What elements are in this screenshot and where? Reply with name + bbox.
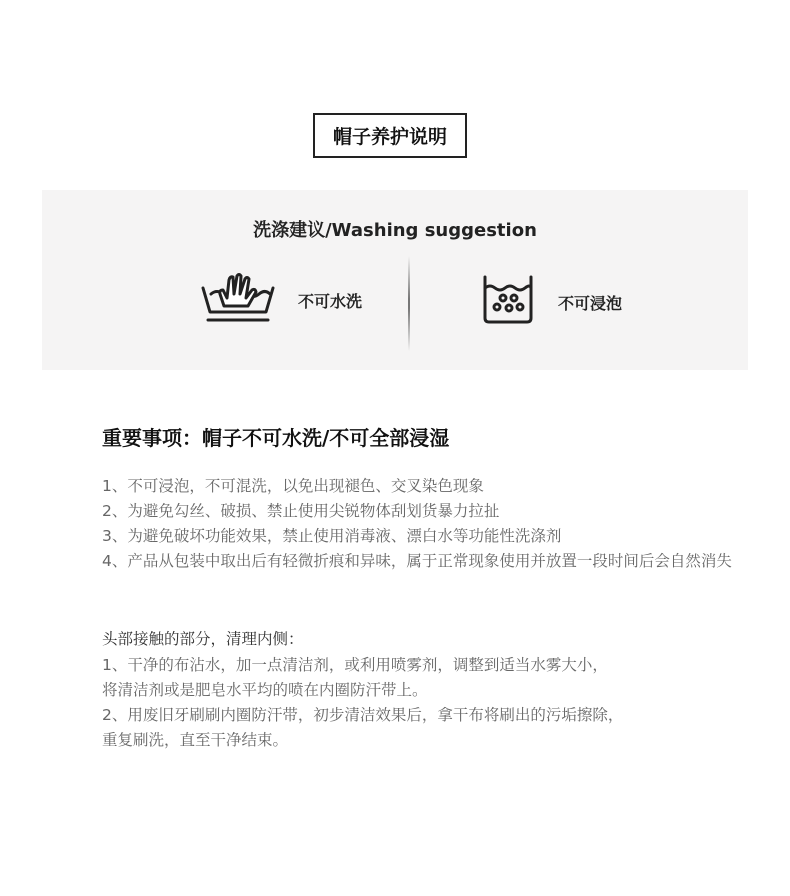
- care-item-no-hand-wash: [200, 272, 362, 328]
- list-item-number: 4、: [102, 552, 128, 570]
- no-hand-wash-icon: [200, 272, 276, 328]
- list-item: [102, 474, 742, 499]
- list-item-text: 为避免勾丝、破损、禁止使用尖锐物体刮划货暴力拉扯: [127, 502, 500, 520]
- list-item-number: 3、: [102, 527, 128, 545]
- important-heading: 重要事项：帽子不可水洗/不可全部浸湿: [102, 426, 450, 450]
- cleaning-instructions: [102, 653, 742, 753]
- cleaning-title: 头部接触的部分，清理内侧：: [102, 630, 304, 648]
- care-label-no-soak: 不可浸泡: [558, 293, 623, 313]
- cleaning-line: 将清洁剂或是肥皂水平均的喷在内圈防汗带上。: [102, 681, 428, 699]
- cleaning-line: 1、干净的布沾水，加一点清洁剂，或利用喷雾剂，调整到适当水雾大小，: [102, 656, 608, 674]
- page-title: 帽子养护说明: [313, 113, 467, 158]
- list-item-text: 为避免破坏功能效果，禁止使用消毒液、漂白水等功能性洗涤剂: [127, 527, 562, 545]
- list-item: [102, 499, 742, 524]
- divider: [408, 256, 410, 351]
- important-notes-list: [102, 474, 742, 574]
- list-item-text: 产品从包装中取出后有轻微折痕和异味，属于正常现象使用并放置一段时间后会自然消失: [127, 552, 732, 570]
- list-item-number: 1、: [102, 477, 128, 495]
- washing-heading: 洗涤建议/Washing suggestion: [253, 220, 537, 241]
- washing-suggestion-panel: [42, 190, 748, 370]
- list-item-number: 2、: [102, 502, 128, 520]
- cleaning-line: 重复刷洗，直至干净结束。: [102, 731, 289, 749]
- list-item-text: 不可浸泡，不可混洗，以免出现褪色、交叉染色现象: [127, 477, 484, 495]
- no-soak-icon: [482, 274, 534, 330]
- list-item: [102, 524, 742, 549]
- care-item-no-soak: [482, 274, 622, 330]
- cleaning-line: 2、用废旧牙刷刷内圈防汗带，初步清洁效果后，拿干布将刷出的污垢擦除，: [102, 706, 624, 724]
- list-item: [102, 549, 742, 574]
- care-label-no-hand-wash: 不可水洗: [298, 291, 363, 311]
